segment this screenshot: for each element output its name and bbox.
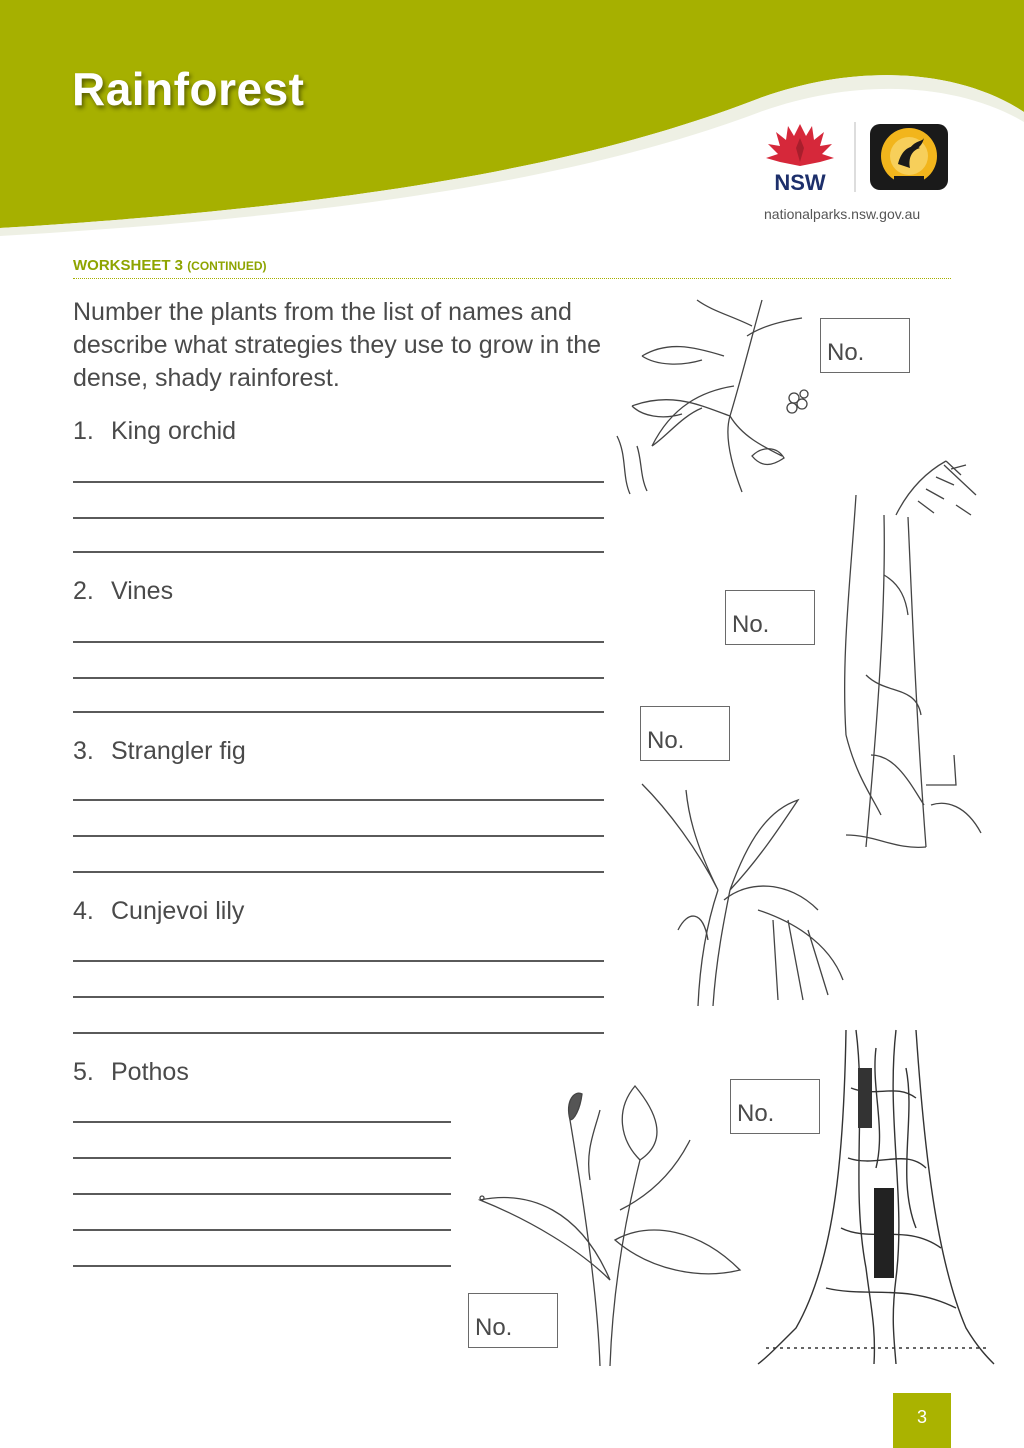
answer-line[interactable] bbox=[73, 960, 604, 962]
worksheet-number: WORKSHEET 3 bbox=[73, 257, 184, 274]
cunjevoi-lily-illustration bbox=[638, 770, 858, 1010]
question-2 bbox=[73, 577, 173, 606]
answer-line[interactable] bbox=[73, 871, 604, 873]
instructions-text: Number the plants from the list of names and describe what strategies they use to grow in the dense, shady rainforest. bbox=[73, 298, 602, 392]
answer-line[interactable] bbox=[73, 1265, 451, 1267]
answer-line[interactable] bbox=[73, 1229, 451, 1231]
question-label: Vines bbox=[111, 577, 174, 605]
question-number: 5. bbox=[73, 1058, 94, 1086]
question-number: 2. bbox=[73, 577, 94, 605]
number-box[interactable]: No. bbox=[468, 1293, 558, 1348]
question-label: Pothos bbox=[111, 1058, 189, 1086]
question-3 bbox=[73, 737, 246, 766]
answer-line[interactable] bbox=[73, 1032, 604, 1034]
answer-line[interactable] bbox=[73, 1121, 451, 1123]
number-box[interactable]: No. bbox=[820, 318, 910, 373]
worksheet-continued: (CONTINUED) bbox=[187, 259, 267, 273]
divider bbox=[73, 278, 951, 279]
npws-seal-icon bbox=[870, 124, 948, 190]
nsw-logo-text: NSW bbox=[774, 170, 826, 195]
page-number: 3 bbox=[893, 1393, 951, 1448]
number-box[interactable]: No. bbox=[725, 590, 815, 645]
page-title: Rainforest bbox=[72, 63, 305, 115]
question-1 bbox=[73, 417, 236, 446]
question-5 bbox=[73, 1058, 189, 1087]
answer-line[interactable] bbox=[73, 1193, 451, 1195]
answer-line[interactable] bbox=[73, 799, 604, 801]
question-number: 1. bbox=[73, 417, 94, 445]
answer-line[interactable] bbox=[73, 1157, 451, 1159]
answer-line[interactable] bbox=[73, 481, 604, 483]
question-label: Cunjevoi lily bbox=[111, 897, 245, 925]
answer-line[interactable] bbox=[73, 711, 604, 713]
nsw-waratah-icon bbox=[766, 124, 834, 166]
answer-line[interactable] bbox=[73, 641, 604, 643]
website-url: nationalparks.nsw.gov.au bbox=[764, 206, 921, 222]
answer-line[interactable] bbox=[73, 996, 604, 998]
number-box[interactable]: No. bbox=[730, 1079, 820, 1134]
king-orchid-illustration bbox=[612, 296, 822, 496]
question-4 bbox=[73, 897, 244, 926]
answer-line[interactable] bbox=[73, 551, 604, 553]
question-label: Strangler fig bbox=[111, 737, 246, 765]
logos bbox=[760, 118, 960, 198]
answer-line[interactable] bbox=[73, 677, 604, 679]
number-box[interactable]: No. bbox=[640, 706, 730, 761]
question-number: 3. bbox=[73, 737, 94, 765]
worksheet-label bbox=[73, 257, 267, 274]
question-label: King orchid bbox=[111, 417, 237, 445]
question-number: 4. bbox=[73, 897, 94, 925]
answer-line[interactable] bbox=[73, 835, 604, 837]
answer-line[interactable] bbox=[73, 517, 604, 519]
